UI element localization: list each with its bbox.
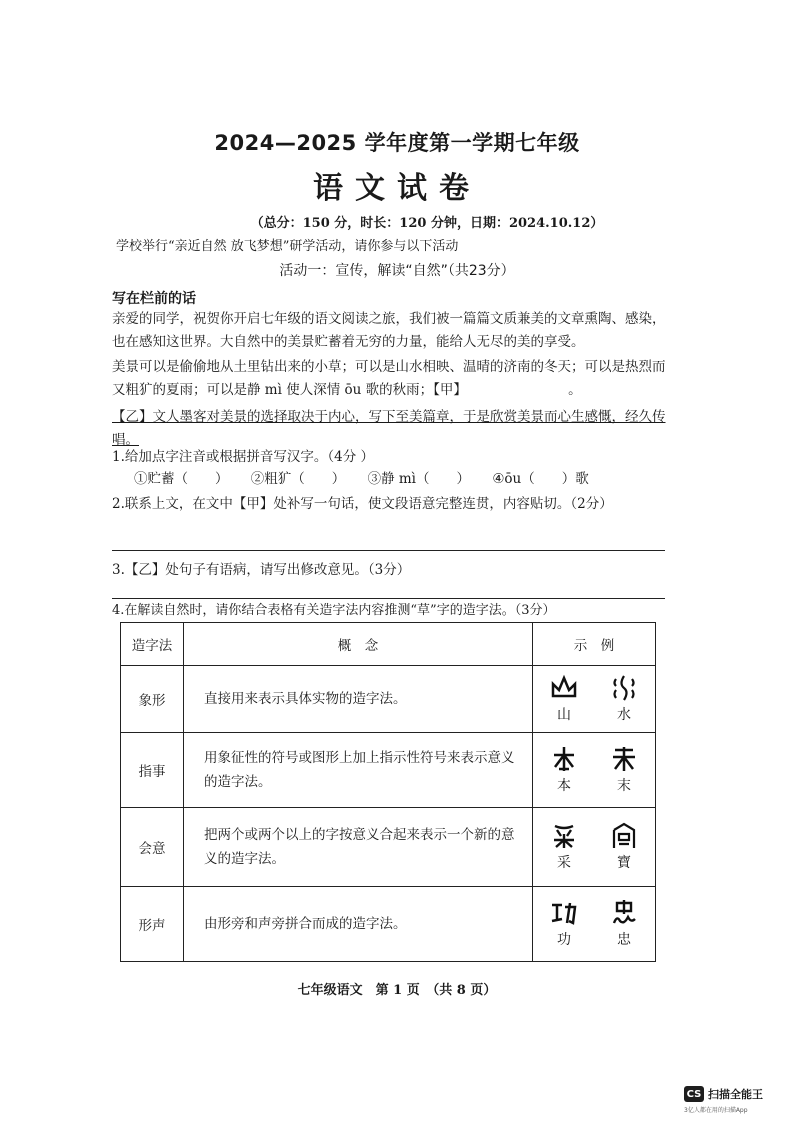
example-glyph <box>609 822 639 872</box>
example-glyph <box>549 899 579 949</box>
table-cell-concept: 由形旁和声旁拼合而成的造字法。 <box>184 887 533 962</box>
example-label: 采 <box>557 855 571 871</box>
question-1-items <box>134 468 690 490</box>
passage-paragraph-2: 美景可以是偷偷地从土里钻出来的小草；可以是山水相映、温晴的济南的冬天；可以是热烈而又粗犷的夏雨；可以是静 mì 使人深情 ōu 歌的秋雨；【甲】 。 <box>112 359 666 398</box>
table-cell-concept: 直接用来表示具体实物的造字法。 <box>184 666 533 733</box>
passage-paragraph-1: 亲爱的同学，祝贺你开启七年级的语文阅读之旅，我们被一篇篇文质兼美的文章熏陶、感染，也在感知这世界。大自然中的美景贮蓄着无穷的力量，能给人无尽的美的享受。 <box>112 311 666 350</box>
exam-meta: （总分：150 分，时长：120 分钟，日期：2024.10.12） <box>250 216 604 231</box>
ancient-tip-glyph <box>609 745 639 773</box>
scanner-name: 扫描全能王 <box>708 1088 763 1101</box>
table-header-method: 造字法 <box>121 623 184 666</box>
example-glyph <box>549 822 579 872</box>
example-label: 忠 <box>617 932 631 948</box>
example-glyph <box>549 745 579 795</box>
table-cell-method: 指事 <box>121 733 184 808</box>
question-1-item-4: ④ōu（ ）歌 <box>492 471 589 487</box>
scanner-watermark <box>684 1086 763 1102</box>
scanner-logo-icon: CS <box>684 1086 704 1102</box>
exam-title-year: 2024—2025 学年度第一学期七年级 <box>214 131 580 155</box>
question-1-item-1: ①贮蓄（ ） <box>134 471 229 487</box>
ancient-mountain-glyph <box>549 674 579 702</box>
example-label: 末 <box>617 778 631 794</box>
question-1-item-2: ②粗犷（ ） <box>250 471 346 487</box>
question-3: 3.【乙】处句子有语病，请写出修改意见。（3分） <box>112 562 411 578</box>
page-footer: 七年级语文 第 1 页 （共 8 页） <box>297 983 497 998</box>
question-1-item-3: ③静 mì（ ） <box>367 471 471 487</box>
table-header-concept: 概 念 <box>184 623 533 666</box>
example-glyph <box>609 745 639 795</box>
table-row <box>121 808 656 887</box>
example-glyph <box>609 674 639 724</box>
passage-heading: 写在栏前的话 <box>112 291 196 307</box>
ancient-root-glyph <box>549 745 579 773</box>
table-row <box>121 666 656 733</box>
example-label: 水 <box>617 707 631 723</box>
answer-line-q3[interactable] <box>112 598 665 599</box>
example-glyph <box>549 674 579 724</box>
ancient-water-glyph <box>609 674 639 702</box>
table-cell-method: 象形 <box>121 666 184 733</box>
table-cell-examples <box>533 733 656 808</box>
table-header-examples: 示 例 <box>533 623 656 666</box>
example-label: 功 <box>557 932 571 948</box>
table-cell-method: 会意 <box>121 808 184 887</box>
example-label: 山 <box>557 707 571 723</box>
table-row <box>121 887 656 962</box>
table-cell-examples <box>533 666 656 733</box>
question-2: 2.联系上文，在文中【甲】处补写一句话，使文段语意完整连贯，内容贴切。（2分） <box>112 496 613 512</box>
table-cell-method: 形声 <box>121 887 184 962</box>
exam-title: 语文试卷 <box>313 171 481 206</box>
example-label: 寶 <box>617 855 631 871</box>
ancient-loyal-glyph <box>609 899 639 927</box>
table-cell-examples <box>533 887 656 962</box>
question-4: 4.在解读自然时，请你结合表格有关造字法内容推测“草”字的造字法。（3分） <box>112 603 556 618</box>
example-glyph <box>609 899 639 949</box>
table-row <box>121 733 656 808</box>
table-cell-concept: 用象征性的符号或图形上加上指示性符号来表示意义的造字法。 <box>184 733 533 808</box>
ancient-treasure-glyph <box>609 822 639 850</box>
example-label: 本 <box>557 778 571 794</box>
ancient-merit-glyph <box>549 899 579 927</box>
scanner-tagline: 3亿人都在用的扫描App <box>684 1107 748 1114</box>
ancient-gather-glyph <box>549 822 579 850</box>
activity-intro: 学校举行“亲近自然 放飞梦想”研学活动，请你参与以下活动 <box>116 239 459 254</box>
character-formation-table <box>120 622 656 962</box>
activity-heading: 活动一：宣传，解读“自然”（共23分） <box>279 263 515 279</box>
answer-line-q2[interactable] <box>112 550 665 551</box>
table-cell-examples <box>533 808 656 887</box>
table-cell-concept: 把两个或两个以上的字按意义合起来表示一个新的意义的造字法。 <box>184 808 533 887</box>
passage-paragraph-3: 【乙】文人墨客对美景的选择取决于内心，写下至美篇章，于是欣赏美景而心生感慨，经久传唱。 <box>112 409 666 448</box>
question-1: 1.给加点字注音或根据拼音写汉字。（4分 ） <box>112 449 375 465</box>
